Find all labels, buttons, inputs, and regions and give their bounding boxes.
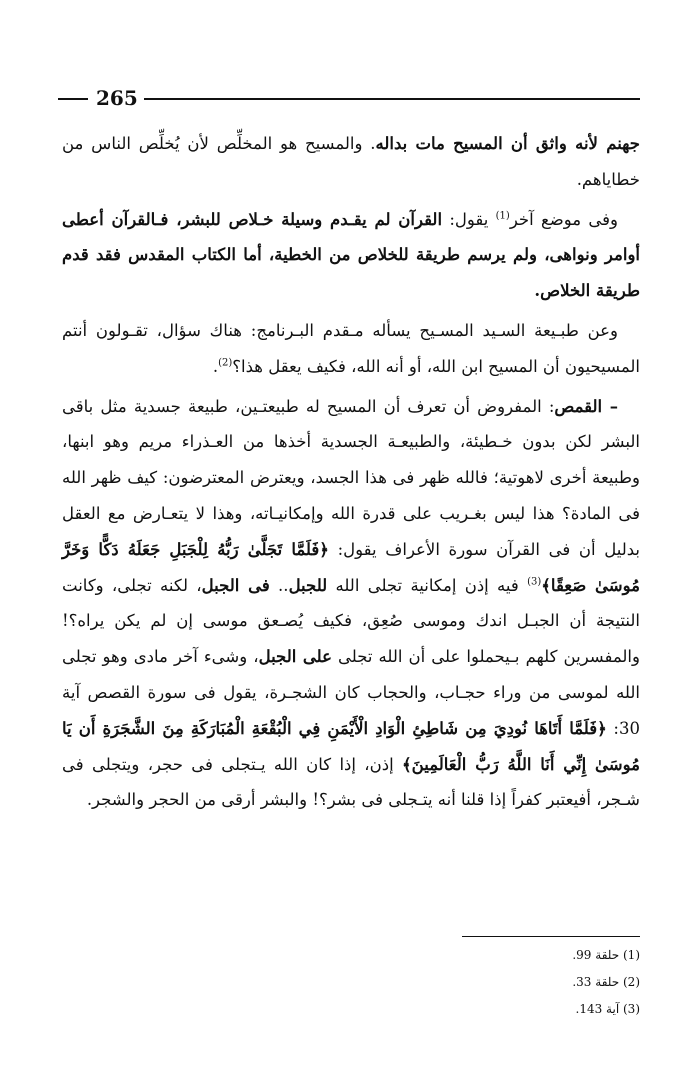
- footnote: [420, 969, 640, 996]
- text-segment: ، وشىء آخر مادى وهو تجلى الله لموسى من وراء حجـاب، والحجاب كان الشجـرة، يقول فى سورة القصص آية 30:: [62, 647, 640, 738]
- footnote-text: حلقة 33.: [572, 975, 623, 989]
- text-segment: . والمسيح هو المخلِّص لأن يُخلِّص الناس من خطاياهم.: [62, 134, 640, 189]
- text-segment: فيه إذن إمكانية تجلى الله: [327, 575, 528, 595]
- footnote: [420, 942, 640, 969]
- text-segment: وفى موضع آخر: [509, 209, 619, 229]
- footnote-number: (3): [622, 1002, 640, 1016]
- paragraph: [62, 313, 640, 385]
- footnote-number: (2): [622, 975, 640, 989]
- text-segment: : المفروض أن تعرف أن المسيح له طبيعتـين، طبيعة جسدية مثل باقى البشر لكن بدون خـطيئة، والطبيعـة الجسدية أخذها من العـذراء مريم وهو ابنها، وطبيعة أخرى لاهوتية؛ فالله ظهر فى هذا الجسد، ويعترض المعترضون: كيف ظهر الله فى المادة؟ هذا ليس بغـريب على قدرة الله وإمكانيـاته، وهذا لا يتعـارض مع العقل بدليل أن فى القرآن سورة الأعراف يقول:: [62, 396, 640, 559]
- footnote-ref: (2): [218, 357, 233, 369]
- text-segment: ..: [269, 575, 289, 595]
- paragraph: [62, 126, 640, 198]
- bold-text: على الجبل: [258, 647, 332, 667]
- footnote-rule: [462, 936, 640, 937]
- page-number: 265: [96, 86, 138, 110]
- footnote-ref: (3): [527, 576, 542, 588]
- header-rule-left: [58, 98, 88, 100]
- footnote-text: حلقة 99.: [572, 948, 623, 962]
- page-header: [58, 88, 640, 110]
- paragraph: [62, 389, 640, 819]
- footnote-ref: (1): [495, 210, 510, 222]
- bold-text: فى الجبل: [201, 575, 270, 595]
- body-text: [62, 126, 640, 822]
- footnote-number: (1): [622, 948, 640, 962]
- text-segment: وعن طبـيعة السـيد المسـيح يسأله مـقدم البـرنامج: هناك سؤال، تقـولون أنتم المسيحيون أن المسيح ابن الله، أو أنه الله، فكيف يعقل هذا؟: [62, 320, 640, 376]
- bold-text: للجبل: [288, 575, 328, 595]
- header-rule-right: [144, 98, 640, 100]
- bold-text: ﴿فَلَمَّا تَجَلَّىٰ رَبُّهُ لِلْجَبَلِ جَعَلَهُ دَكًّا وَخَرَّ مُوسَىٰ صَعِقًا﴾: [62, 539, 640, 595]
- bold-text: ﴿فَلَمَّا أَتَاهَا نُودِيَ مِن شَاطِئِ الْوَادِ الْأَيْمَنِ فِي الْبُقْعَةِ الْمُبَارَكَةِ مِنَ الشَّجَرَةِ أَن يَا مُوسَىٰ إِنِّي أَنَا اللَّهُ رَبُّ الْعَالَمِينَ﴾: [62, 718, 640, 774]
- footnotes: [420, 942, 640, 1023]
- bold-text: جهنم لأنه واثق أن المسيح مات بداله: [375, 134, 640, 153]
- text-segment: إذن، إذا كان الله يـتجلى فى حجر، ويتجلى فى شـجر، أفيعتبر كفراً إذا قلنا أنه يتـجلى فى بشر؟! والبشر أرقى من الحجر والشجر.: [62, 754, 640, 810]
- text-segment: .: [212, 356, 219, 376]
- text-segment: يقول:: [442, 209, 496, 229]
- footnote: [420, 996, 640, 1023]
- bold-text: – القمص: [554, 396, 618, 416]
- footnote-text: آية 143.: [575, 1002, 623, 1016]
- paragraph: [62, 202, 640, 309]
- text-segment: ، لكنه تجلى، وكانت النتيجة أن الجبـل اندك وموسى صُعِق، فكيف يُصـعق موسى إن لم يكن يراه؟! والمفسرين كلهم بـيحملوا على أن الله تجلى: [62, 575, 640, 667]
- bold-text: القرآن لم يقـدم وسيلة خـلاص للبشر، فـالقرآن أعطى أوامر ونواهى، ولم يرسم طريقة للخلاص من الخطية، أما الكتاب المقدس فقد قدم طريقة الخلاص.: [62, 209, 640, 301]
